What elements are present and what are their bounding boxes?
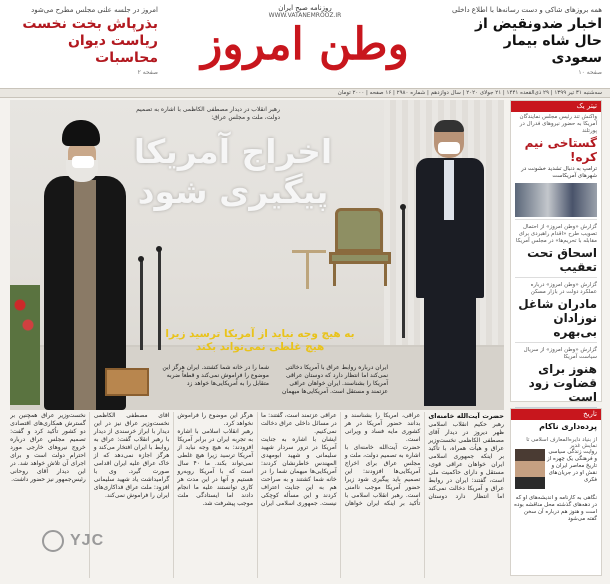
microphone-icon: [138, 256, 144, 262]
left-teaser-kicker: امروز در جلسه علنی مجلس مطرح می‌شود: [31, 6, 158, 14]
sidebar-item-kicker: گزارش «وطن امروز» از سریال سیاست آمریکا: [523, 347, 597, 360]
body-text: آقای مصطفی الکاظمی نخست‌وزیر عراق نیز در این دیدار با ابراز خرسندی از دیدار با رهبر انقلاب گفت: عراق به روابط با ایران افتخار می‌کند و هرگز اجازه نمی‌دهد که از خاک عراق علیه ایران اقدامی صورت گیرد. وی با گرامیداشت یاد شهید سلیمانی افزود: ملت عراق فداکاری‌های ایران را فراموش نمی‌کند.: [93, 412, 170, 499]
right-teaser[interactable]: [452, 6, 602, 76]
divider: [515, 219, 597, 220]
sidebar-item[interactable]: [511, 112, 601, 217]
left-teaser[interactable]: [8, 6, 158, 76]
left-teaser-headline[interactable]: بذرپاش بخت نخست ریاست دیوان محاسبات: [22, 16, 158, 66]
flower-bouquet: [10, 285, 40, 405]
watermark-text: YJC: [70, 532, 105, 549]
body-paragraph: [94, 412, 170, 500]
sidebar-history[interactable]: [510, 408, 602, 576]
body-text: رهبر انقلاب اسلامی با اشاره به تجربه ایران در برابر آمریکا افزودند: به هیچ وجه نباید از آمریکا ترسید زیرا هیچ غلطی نمی‌تواند بکند. ما ۴۰ سال است که با آمریکا روبه‌رو هستیم و آنها در این مدت هر کاری توانستند علیه ما انجام دادند اما ایستادگی ملت موجب پیشرفت شد.: [177, 428, 254, 507]
body-subhead: حضرت آیت‌الله خامنه‌ای: [428, 412, 504, 420]
lead-quote: به هیچ وجه نباید از آمریکا ترسید زیرا هیچ غلطی نمی‌تواند بکند: [165, 328, 355, 353]
left-teaser-page: صفحه ۲: [137, 69, 158, 76]
sidebar-item-kicker: گزارش «وطن امروز» از احتمال تصویب طرح «اقدام راهبردی برای مقابله با تحریم‌ها» در مجلس آمریکا: [515, 224, 597, 244]
sidebar-item-headline[interactable]: هنوز برای قضاوت زود است: [528, 362, 597, 404]
lead-kicker: رهبر انقلاب در دیدار مصطفی الکاظمی با اشاره به تصمیم دولت، ملت و مجلس عراق:: [136, 106, 280, 121]
body-text: ایشان با اشاره به جنایت آمریکا در ترور سردار شهید سلیمانی و شهید ابومهدی المهندس خاطرنشان کردند: آمریکایی‌ها میهمان شما را در خانه شما کشتند و به صراحت هم به این جنایت اعتراف کردند و این مسأله کوچکی نیست. جمهوری اسلامی ایران هرگز این موضوع را فراموش نخواهد کرد.: [177, 412, 337, 507]
microphone-stand-right: [402, 208, 405, 338]
sidebar-photo: [515, 183, 597, 217]
body-paragraph: [177, 428, 253, 508]
divider: [515, 342, 597, 343]
logo-url: WWW.VATANEMROOZ.IR: [268, 12, 342, 19]
microphone-icon: [156, 246, 162, 252]
portrait-photo: [515, 449, 545, 489]
sidebar-item-headline[interactable]: مادران شاغل نوزادان بی‌بهره: [518, 297, 597, 339]
agency-watermark: [42, 528, 120, 554]
newspaper-logo: [160, 4, 450, 84]
sidebar-item-headline[interactable]: گستاخی نیم کره!: [524, 136, 597, 164]
sidebar-item[interactable]: [511, 280, 601, 340]
side-table: [292, 250, 326, 286]
watermark-logo-icon: [42, 530, 64, 552]
logo-subtitle: روزنامه صبح ایران: [278, 4, 332, 12]
wooden-step: [105, 368, 149, 396]
body-text: رهبر حکیم انقلاب اسلامی ظهر دیروز در دیدار آقای مصطفی الکاظمی نخست‌وزیر عراق و هیأت همراه، با تأکید بر اینکه جمهوری اسلامی ایران خواهان عراقی قوی، مستقل و دارای حاکمیت ملی است، گفتند: ایران در روابط عراق و آمریکا دخالت نمی‌کند اما انتظار دارد دوستان عراقی، آمریکا را بشناسند و بدانند حضور آمریکا در هر کشوری مایه فساد و ویرانی است.: [344, 412, 504, 500]
masthead: [0, 0, 610, 88]
dateline: سه‌شنبه ۳۱ تیر ۱۳۹۹ | ۲۹ ذی‌القعده ۱۴۴۱ | ۲۱ جولای ۲۰۲۰ | سال دوازدهم | شماره ۲۹۸۰ | ۱۶ صفحه | ۲۰۰۰ تومان: [0, 88, 610, 98]
right-teaser-headline[interactable]: اخبار ضدونقیض از حال شاه بیمار سعودی: [475, 16, 602, 66]
history-text-2: نگاهی به کارنامه و اندیشه‌های او که در دهه‌های گذشته محل مناقشه بوده است و هنوز هم درباره آن سخن گفته می‌شود: [514, 495, 597, 522]
logo-text: وطن امروز: [201, 19, 409, 70]
microphone-stand-left: [140, 260, 143, 350]
sidebar-item-kicker: واکنش تند رئیس مجلس نمایندگان آمریکا به حضور نیروهای فدرال در پورتلند: [519, 114, 597, 134]
sidebar-item[interactable]: [511, 222, 601, 275]
history-kicker: از بنیاد دایره‌المعارف اسلامی تا نمایش غدیر: [526, 437, 597, 449]
sidebar-item-headline[interactable]: اسحاق تحت تعقیب: [527, 246, 597, 274]
history-headline[interactable]: پرده‌داری ناکام: [539, 422, 597, 431]
sidebar-item-kicker: گزارش «وطن امروز» درباره عملکرد دولت در بازار مسکن: [530, 282, 597, 295]
figure-kadhimi: [410, 120, 490, 410]
microphone-icon: [400, 204, 406, 210]
history-text: روایت زندگی سیاسی و فرهنگی یک چهره از تاریخ معاصر ایران و نقش او در جریان‌های فکری: [547, 449, 597, 483]
sidebar-top-stories: [510, 100, 602, 402]
sidebar-item-text: ترامپ به دنبال تشدید خشونت در شهرهای آمریکاست: [521, 166, 597, 179]
lead-headline[interactable]: اخراج آمریکا پیگیری شود: [133, 132, 333, 211]
armchair: [325, 208, 395, 286]
right-teaser-kicker: همه بروزهای شاکی و دست رسانه‌ها با اطلاع داخلی: [452, 6, 602, 14]
divider: [515, 277, 597, 278]
lead-photo[interactable]: [10, 100, 504, 410]
body-paragraph: [10, 412, 86, 484]
lead-caption: ایران درباره روابط عراق با آمریکا دخالتی نمی‌کند اما انتظار دارد که دوستان عراقی آمریکا را بشناسند. ایران خواهان عراقی عزتمند و مستقل است. آمریکایی‌ها میهمان شما را در خانه شما کشتند. ایران هرگز این موضوع را فراموش نمی‌کند و قطعاً ضربه متقابل را به آمریکایی‌ها خواهد زد: [162, 364, 388, 395]
body-text: حضرت آیت‌الله خامنه‌ای با اشاره به تصمیم دولت، ملت و مجلس عراق برای اخراج آمریکایی‌ها افزودند: این تصمیم باید پیگیری شود زیرا حضور آمریکا موجب ناامنی است. رهبر انقلاب اسلامی با تأکید بر اینکه ایران خواهان عراقی عزتمند است، گفتند: ما در مسائل داخلی عراق دخالت نمی‌کنیم.: [261, 412, 421, 507]
body-text: نخست‌وزیر عراق همچنین بر گسترش همکاری‌های اقتصادی دو کشور تأکید کرد و گفت: تصمیم مجلس عراق درباره خروج نیروهای خارجی مورد احترام دولت است و برای اجرای آن تلاش خواهد شد. در این دیدار آقای روحانی رئیس‌جمهور نیز حضور داشت.: [10, 412, 86, 483]
history-tab: تاریخ: [511, 409, 601, 420]
right-teaser-page: صفحه ۱۰: [578, 69, 602, 76]
sidebar-tab: تیتر یک: [511, 101, 601, 112]
